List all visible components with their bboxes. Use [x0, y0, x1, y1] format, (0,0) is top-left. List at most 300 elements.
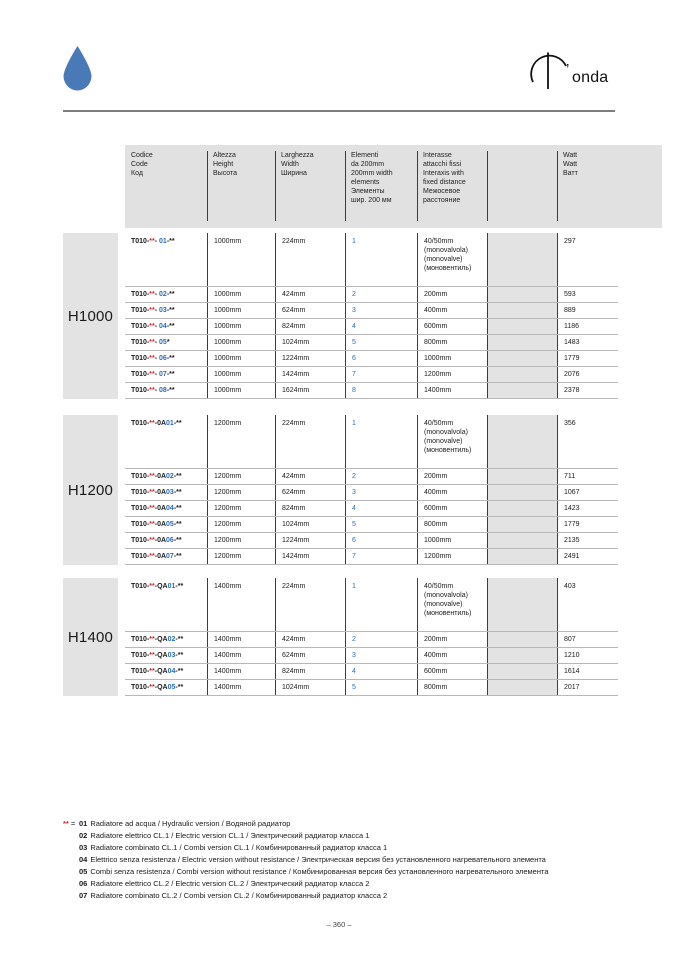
- footnote-line: [63, 890, 648, 902]
- header-line: 200mm width: [351, 170, 393, 177]
- watt-cell: 1186: [557, 319, 618, 334]
- height-cell: 1400mm: [207, 680, 275, 695]
- code-part-stars: **: [149, 521, 155, 528]
- section-rows: [125, 578, 618, 696]
- header-cell-4: [417, 145, 487, 228]
- table-row: [125, 415, 618, 469]
- section-label: H1400: [67, 628, 114, 646]
- width-cell: 1224mm: [275, 533, 345, 548]
- interaxis-cell: 1400mm: [417, 383, 487, 398]
- footnote-text: Radiatore ad acqua / Hydraulic version / Водяной радиатор: [90, 819, 291, 828]
- width-cell: 624mm: [275, 648, 345, 663]
- elements-cell: 5: [345, 680, 417, 695]
- elements-cell: 1: [345, 233, 417, 286]
- code-part-mid: -0A: [154, 473, 167, 480]
- width-cell: 824mm: [275, 664, 345, 679]
- code-part-stars: **: [149, 355, 155, 362]
- code-cell: [125, 415, 207, 468]
- code-part-suf: -**: [173, 537, 182, 544]
- header-line: Codice: [131, 152, 153, 159]
- table-row: [125, 680, 618, 696]
- watt-cell: 1067: [557, 485, 618, 500]
- watt-cell: 711: [557, 469, 618, 484]
- height-cell: 1200mm: [207, 549, 275, 564]
- code-part-stars: **: [149, 473, 155, 480]
- table-header: [125, 145, 662, 228]
- height-cell: 1000mm: [207, 303, 275, 318]
- header-line: fixed distance: [423, 179, 466, 186]
- header-line: Watt: [563, 161, 578, 168]
- footnote-line: [63, 842, 648, 854]
- watt-cell: 1779: [557, 517, 618, 532]
- code-part-num: 03: [167, 652, 176, 659]
- water-drop-icon: [62, 45, 93, 98]
- code-part-pre: T010-: [131, 668, 150, 675]
- footnote-number: 03: [79, 843, 88, 852]
- code-part-mid: -0A: [154, 521, 167, 528]
- header-line: Interaxis with: [423, 170, 464, 177]
- code-part-mid: -0A: [154, 505, 167, 512]
- code-part-mid: -: [154, 291, 160, 298]
- height-cell: 1400mm: [207, 632, 275, 647]
- elements-cell: 2: [345, 632, 417, 647]
- code-part-pre: T010-: [131, 355, 150, 362]
- spacer-cell: [487, 648, 557, 663]
- elements-cell: 4: [345, 319, 417, 334]
- footnote-line: [63, 818, 648, 830]
- footnote-number: 07: [79, 891, 88, 900]
- header-line: elements: [351, 179, 380, 186]
- code-part-pre: T010-: [131, 420, 150, 427]
- code-part-suf: -**: [166, 387, 175, 394]
- height-cell: 1400mm: [207, 664, 275, 679]
- interaxis-cell: 40/50mm (monovalvola) (monovalve) (моновентиль): [417, 578, 487, 631]
- code-part-stars: **: [149, 323, 155, 330]
- interaxis-cell: 200mm: [417, 632, 487, 647]
- interaxis-cell: 40/50mm (monovalvola) (monovalve) (моновентиль): [417, 233, 487, 286]
- table-row: [125, 303, 618, 319]
- code-part-stars: **: [149, 636, 155, 643]
- code-cell: [125, 578, 207, 631]
- code-part-num: 04: [167, 668, 176, 675]
- code-cell: [125, 351, 207, 366]
- section-rows: [125, 233, 618, 399]
- code-part-num: 02: [166, 473, 174, 480]
- interaxis-cell: 400mm: [417, 648, 487, 663]
- header-cell-1: [207, 145, 275, 228]
- brand-logo: [525, 48, 608, 90]
- watt-cell: 889: [557, 303, 618, 318]
- code-part-pre: T010-: [131, 339, 150, 346]
- spacer-cell: [487, 287, 557, 302]
- code-part-pre: T010-: [131, 636, 150, 643]
- code-part-pre: T010-: [131, 307, 150, 314]
- interaxis-cell: 200mm: [417, 287, 487, 302]
- code-part-mid: -: [154, 387, 160, 394]
- code-part-mid: -QA: [154, 652, 168, 659]
- footnote-number: 04: [79, 855, 88, 864]
- code-cell: [125, 648, 207, 663]
- code-part-num: 03: [159, 307, 167, 314]
- code-part-suf: -**: [166, 323, 175, 330]
- interaxis-cell: 800mm: [417, 335, 487, 350]
- code-part-num: 08: [159, 387, 167, 394]
- footnote-number: 02: [79, 831, 88, 840]
- spacer-cell: [487, 415, 557, 468]
- interaxis-cell: 400mm: [417, 303, 487, 318]
- code-part-suf: -**: [175, 684, 184, 691]
- interaxis-cell: 200mm: [417, 469, 487, 484]
- interaxis-cell: 1200mm: [417, 549, 487, 564]
- header-line: da 200mm: [351, 161, 385, 168]
- code-part-stars: **: [149, 583, 155, 590]
- elements-cell: 3: [345, 485, 417, 500]
- elements-cell: 1: [345, 578, 417, 631]
- footnote-line: [63, 878, 648, 890]
- code-part-stars: **: [149, 291, 155, 298]
- spacer-cell: [487, 680, 557, 695]
- header-cell-0: [125, 145, 207, 228]
- footnote-line: [63, 854, 648, 866]
- watt-cell: 1614: [557, 664, 618, 679]
- code-part-pre: T010-: [131, 371, 150, 378]
- code-part-suf: -**: [166, 307, 175, 314]
- code-part-num: 05: [166, 521, 174, 528]
- code-part-stars: **: [149, 537, 155, 544]
- header-line: Elementi: [351, 152, 379, 159]
- code-part-mid: -: [154, 307, 160, 314]
- elements-cell: 8: [345, 383, 417, 398]
- table-row: [125, 517, 618, 533]
- code-part-mid: -: [154, 355, 160, 362]
- elements-cell: 3: [345, 648, 417, 663]
- table-row: [125, 351, 618, 367]
- code-part-pre: T010-: [131, 291, 150, 298]
- spacer-cell: [487, 335, 557, 350]
- table-row: [125, 287, 618, 303]
- elements-cell: 7: [345, 549, 417, 564]
- code-part-suf: -**: [175, 652, 184, 659]
- footnote-line: [63, 866, 648, 878]
- code-part-mid: -0A: [154, 489, 167, 496]
- code-part-mid: -: [154, 339, 160, 346]
- watt-cell: 297: [557, 233, 618, 286]
- height-cell: 1000mm: [207, 233, 275, 286]
- elements-cell: 2: [345, 469, 417, 484]
- width-cell: 1424mm: [275, 367, 345, 382]
- footnote-marker: [63, 818, 75, 830]
- interaxis-cell: 800mm: [417, 517, 487, 532]
- header-line: Height: [213, 161, 234, 168]
- header-line: Larghezza: [281, 152, 314, 159]
- code-cell: [125, 303, 207, 318]
- code-part-stars: **: [149, 505, 155, 512]
- code-part-stars: **: [149, 553, 155, 560]
- height-cell: 1200mm: [207, 485, 275, 500]
- watt-cell: 1210: [557, 648, 618, 663]
- code-part-stars: **: [149, 339, 155, 346]
- elements-cell: 2: [345, 287, 417, 302]
- footnotes: [63, 818, 648, 902]
- code-part-suf: -**: [166, 355, 175, 362]
- code-part-num: 07: [159, 371, 167, 378]
- spacer-cell: [487, 233, 557, 286]
- height-cell: 1200mm: [207, 415, 275, 468]
- footnote-line: [63, 830, 648, 842]
- code-part-mid: -0A: [154, 537, 167, 544]
- header-line: Interasse: [423, 152, 452, 159]
- code-part-pre: T010-: [131, 684, 150, 691]
- code-part-num: 01: [166, 420, 174, 427]
- section-label-block: [63, 578, 118, 696]
- code-part-pre: T010-: [131, 473, 150, 480]
- watt-cell: 403: [557, 578, 618, 631]
- interaxis-cell: 1000mm: [417, 533, 487, 548]
- code-cell: [125, 501, 207, 516]
- spacer-cell: [487, 303, 557, 318]
- header-cell-3: [345, 145, 417, 228]
- height-cell: 1200mm: [207, 469, 275, 484]
- header-line: Ватт: [563, 170, 578, 177]
- table-row: [125, 648, 618, 664]
- code-part-stars: **: [149, 489, 155, 496]
- code-part-suf: -**: [173, 420, 182, 427]
- table-row: [125, 549, 618, 565]
- code-part-suf: -**: [173, 521, 182, 528]
- interaxis-cell: 1200mm: [417, 367, 487, 382]
- code-part-suf: *: [166, 339, 170, 346]
- header-line: Высота: [213, 170, 238, 177]
- watt-cell: 2491: [557, 549, 618, 564]
- code-part-stars: **: [149, 684, 155, 691]
- code-cell: [125, 469, 207, 484]
- code-part-stars: **: [149, 307, 155, 314]
- code-part-num: 04: [166, 505, 174, 512]
- code-part-mid: -QA: [154, 684, 168, 691]
- watt-cell: 807: [557, 632, 618, 647]
- height-cell: 1000mm: [207, 319, 275, 334]
- code-part-suf: -**: [175, 583, 184, 590]
- table-row: [125, 501, 618, 517]
- top-rule: [63, 110, 615, 112]
- code-part-pre: T010-: [131, 537, 150, 544]
- code-part-stars: **: [149, 387, 155, 394]
- spacer-cell: [487, 383, 557, 398]
- elements-cell: 5: [345, 517, 417, 532]
- footnote-text: Combi senza resistenza / Combi version without resistance / Комбинированная версия без установленного нагревательного элемента: [90, 867, 549, 876]
- page-number: – 360 –: [326, 920, 352, 929]
- width-cell: 224mm: [275, 415, 345, 468]
- code-part-mid: -QA: [154, 583, 168, 590]
- code-part-mid: -: [154, 323, 160, 330]
- table-row: [125, 233, 618, 287]
- header-line: Элементы: [351, 188, 385, 195]
- footnote-number: 06: [79, 879, 88, 888]
- code-part-suf: -**: [175, 668, 184, 675]
- width-cell: 824mm: [275, 319, 345, 334]
- code-cell: [125, 485, 207, 500]
- tonda-arc-icon: [525, 48, 575, 90]
- footnote-number: 01: [79, 819, 88, 828]
- height-cell: 1000mm: [207, 335, 275, 350]
- watt-cell: 2017: [557, 680, 618, 695]
- spacer-cell: [487, 533, 557, 548]
- table-row: [125, 469, 618, 485]
- spacer-cell: [487, 485, 557, 500]
- double-asterisk: **: [63, 819, 69, 828]
- code-cell: [125, 335, 207, 350]
- interaxis-cell: 800mm: [417, 680, 487, 695]
- spacer-cell: [487, 517, 557, 532]
- section-label-block: [63, 233, 118, 399]
- header-line: Код: [131, 170, 143, 177]
- code-cell: [125, 367, 207, 382]
- code-cell: [125, 549, 207, 564]
- brand-name: onda: [572, 69, 609, 86]
- code-part-suf: -**: [175, 636, 184, 643]
- code-part-suf: -**: [166, 371, 175, 378]
- code-part-suf: -**: [173, 553, 182, 560]
- footnote-text: Radiatore elettrico CL.1 / Electric version CL.1 / Электрический радиатор класса 1: [90, 831, 370, 840]
- table-row: [125, 367, 618, 383]
- code-part-num: 06: [166, 537, 174, 544]
- code-part-mid: -: [154, 371, 160, 378]
- code-part-num: 05: [159, 339, 167, 346]
- elements-cell: 3: [345, 303, 417, 318]
- width-cell: 624mm: [275, 303, 345, 318]
- code-part-suf: -**: [173, 473, 182, 480]
- code-part-num: 07: [166, 553, 174, 560]
- width-cell: 1024mm: [275, 335, 345, 350]
- code-part-mid: -: [154, 238, 160, 245]
- code-part-num: 01: [159, 238, 167, 245]
- table-row: [125, 485, 618, 501]
- elements-cell: 6: [345, 351, 417, 366]
- watt-cell: 2378: [557, 383, 618, 398]
- elements-cell: 1: [345, 415, 417, 468]
- code-part-stars: **: [149, 668, 155, 675]
- code-part-suf: -**: [173, 505, 182, 512]
- code-cell: [125, 632, 207, 647]
- code-cell: [125, 383, 207, 398]
- code-part-mid: -0A: [154, 553, 167, 560]
- header-line: Межосевое: [423, 188, 461, 195]
- width-cell: 224mm: [275, 233, 345, 286]
- height-cell: 1200mm: [207, 501, 275, 516]
- code-part-stars: **: [149, 371, 155, 378]
- height-cell: 1000mm: [207, 383, 275, 398]
- width-cell: 1624mm: [275, 383, 345, 398]
- watt-cell: 2076: [557, 367, 618, 382]
- spacer-cell: [487, 469, 557, 484]
- code-part-pre: T010-: [131, 505, 150, 512]
- code-part-stars: **: [149, 420, 155, 427]
- table-row: [125, 319, 618, 335]
- interaxis-cell: 600mm: [417, 319, 487, 334]
- header-cell-5: [487, 145, 557, 228]
- height-cell: 1000mm: [207, 351, 275, 366]
- footnote-text: Radiatore elettrico CL.2 / Electric version CL.2 / Электрический радиатор класса 2: [90, 879, 370, 888]
- elements-cell: 4: [345, 501, 417, 516]
- height-cell: 1200mm: [207, 517, 275, 532]
- height-cell: 1400mm: [207, 648, 275, 663]
- code-part-suf: -**: [166, 291, 175, 298]
- code-part-mid: -0A: [154, 420, 167, 427]
- table-row: [125, 664, 618, 680]
- code-part-num: 01: [167, 583, 176, 590]
- section-label: H1000: [67, 307, 114, 325]
- spacer-cell: [487, 501, 557, 516]
- interaxis-cell: 40/50mm (monovalvola) (monovalve) (моновентиль): [417, 415, 487, 468]
- table-row: [125, 383, 618, 399]
- elements-cell: 5: [345, 335, 417, 350]
- code-part-pre: T010-: [131, 553, 150, 560]
- code-cell: [125, 287, 207, 302]
- header-line: расстояние: [423, 197, 461, 204]
- code-part-pre: T010-: [131, 238, 150, 245]
- code-part-pre: T010-: [131, 583, 150, 590]
- interaxis-cell: 1000mm: [417, 351, 487, 366]
- watt-cell: 356: [557, 415, 618, 468]
- elements-cell: 7: [345, 367, 417, 382]
- code-part-num: 03: [166, 489, 174, 496]
- section-label: H1200: [67, 481, 114, 499]
- header-cell-6: [557, 145, 618, 228]
- table-row: [125, 632, 618, 648]
- code-cell: [125, 680, 207, 695]
- footnote-text: Radiatore combinato CL.1 / Combi version CL.1 / Комбинированный радиатор класса 1: [90, 843, 388, 852]
- table-row: [125, 533, 618, 549]
- code-part-mid: -QA: [154, 668, 168, 675]
- code-part-num: 02: [159, 291, 167, 298]
- elements-cell: 4: [345, 664, 417, 679]
- table-row: [125, 335, 618, 351]
- code-part-stars: **: [149, 238, 155, 245]
- code-cell: [125, 664, 207, 679]
- code-part-stars: **: [149, 652, 155, 659]
- code-part-num: 02: [167, 636, 176, 643]
- code-cell: [125, 233, 207, 286]
- width-cell: 824mm: [275, 501, 345, 516]
- watt-cell: 1423: [557, 501, 618, 516]
- watt-cell: 1779: [557, 351, 618, 366]
- header-cell-2: [275, 145, 345, 228]
- header-line: шир. 200 мм: [351, 197, 392, 204]
- width-cell: 1424mm: [275, 549, 345, 564]
- elements-cell: 6: [345, 533, 417, 548]
- code-part-pre: T010-: [131, 652, 150, 659]
- table-row: [125, 578, 618, 632]
- footnote-text: Radiatore combinato CL.2 / Combi version CL.2 / Комбинированный радиатор класса 2: [90, 891, 388, 900]
- code-cell: [125, 517, 207, 532]
- spacer-cell: [487, 578, 557, 631]
- code-part-mid: -QA: [154, 636, 168, 643]
- watt-cell: 1483: [557, 335, 618, 350]
- spacer-cell: [487, 664, 557, 679]
- code-cell: [125, 319, 207, 334]
- watt-cell: 2135: [557, 533, 618, 548]
- header-line: attacchi fissi: [423, 161, 462, 168]
- width-cell: 424mm: [275, 632, 345, 647]
- spacer-cell: [487, 351, 557, 366]
- section-rows: [125, 415, 618, 565]
- interaxis-cell: 600mm: [417, 501, 487, 516]
- width-cell: 624mm: [275, 485, 345, 500]
- code-part-num: 04: [159, 323, 167, 330]
- header-line: Altezza: [213, 152, 236, 159]
- header-line: Watt: [563, 152, 578, 159]
- code-part-suf: -**: [166, 238, 175, 245]
